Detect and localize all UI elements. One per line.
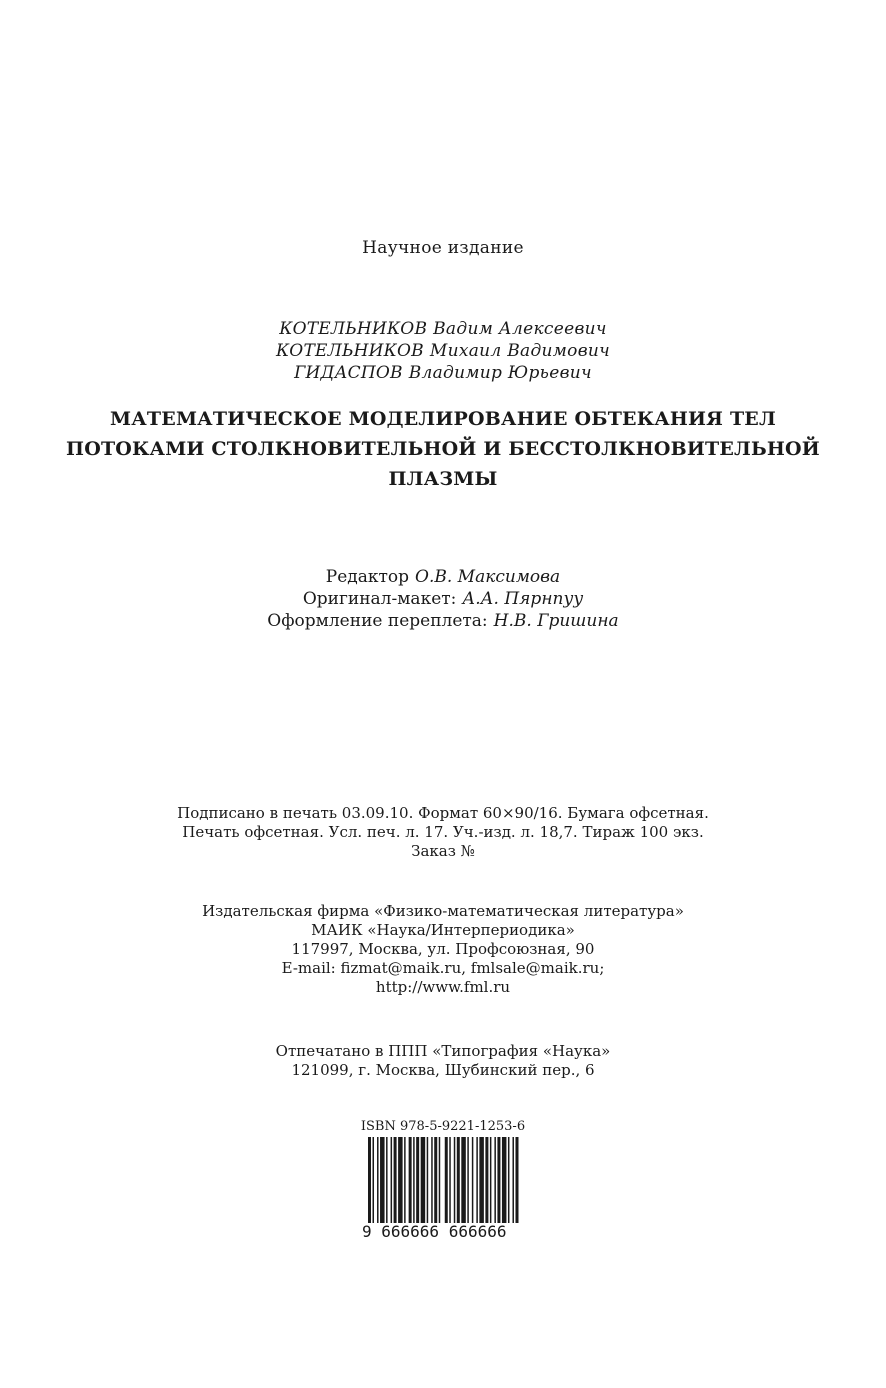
credit-role: Оформление переплета: <box>267 611 488 631</box>
barcode-bar <box>386 1137 388 1223</box>
barcode-bar <box>449 1137 451 1223</box>
barcode-bar <box>413 1137 415 1223</box>
barcode-bar <box>445 1137 448 1229</box>
printer-info <box>0 1042 886 1080</box>
barcode-bar <box>512 1137 514 1229</box>
barcode-bar <box>467 1137 469 1223</box>
barcode-digits: 9 666666 666666 <box>362 1223 522 1241</box>
barcode-bar <box>485 1137 488 1223</box>
barcode-bar <box>373 1137 375 1229</box>
edition-type: Научное издание <box>362 238 524 258</box>
author-given-name: Михаил Вадимович <box>429 341 611 361</box>
barcode-bar <box>439 1137 441 1223</box>
barcode-bar <box>416 1137 419 1223</box>
barcode-bar <box>409 1137 412 1223</box>
print-info <box>0 804 886 861</box>
barcode-bar <box>377 1137 379 1223</box>
barcode-bar <box>472 1137 474 1223</box>
barcode-bar <box>434 1137 437 1223</box>
credit-person: Н.В. Гришина <box>493 611 619 631</box>
credit-role: Редактор <box>325 567 410 587</box>
printer-address: 121099, г. Москва, Шубинский пер., 6 <box>291 1061 595 1079</box>
publisher-address: 117997, Москва, ул. Профсоюзная, 90 <box>291 940 595 958</box>
book-title-line-2: ПОТОКАМИ СТОЛКНОВИТЕЛЬНОЙ И БЕССТОЛКНОВИТЕЛЬНОЙ <box>66 438 820 460</box>
barcode-bar <box>502 1137 507 1223</box>
author-3 <box>0 362 886 384</box>
book-title <box>0 404 886 494</box>
barcode-bar <box>380 1137 385 1223</box>
publisher-imprint: МАИК «Наука/Интерпериодика» <box>311 921 575 939</box>
barcode-bar <box>398 1137 403 1223</box>
author-surname: КОТЕЛЬНИКОВ <box>279 319 428 339</box>
author-surname: ГИДАСПОВ <box>294 363 403 383</box>
credit-editor <box>0 566 886 588</box>
author-2 <box>0 340 886 362</box>
publisher-name: Издательская фирма «Физико-математическая литература» <box>202 902 684 920</box>
barcode-bar <box>479 1137 484 1223</box>
credit-person: А.А. Пярнпуу <box>462 589 584 609</box>
author-surname: КОТЕЛЬНИКОВ <box>275 341 424 361</box>
barcode-bar <box>508 1137 510 1223</box>
barcode-bar <box>490 1137 492 1223</box>
isbn-label: ISBN 978-5-9221-1253-6 <box>360 1119 526 1134</box>
barcode-bar <box>421 1137 426 1223</box>
barcode-bar <box>404 1137 406 1223</box>
barcode-bar <box>394 1137 397 1223</box>
print-info-line: Печать офсетная. Усл. печ. л. 17. Уч.-изд. л. 18,7. Тираж 100 экз. <box>182 823 704 841</box>
barcode-bar <box>431 1137 433 1223</box>
book-title-line-1: МАТЕМАТИЧЕСКОЕ МОДЕЛИРОВАНИЕ ОБТЕКАНИЯ ТЕЛ <box>110 408 776 430</box>
credit-role: Оригинал-макет: <box>302 589 457 609</box>
print-info-order: Заказ № <box>411 842 475 860</box>
barcode-bar <box>476 1137 478 1223</box>
author-given-name: Владимир Юрьевич <box>408 363 592 383</box>
barcode-bar <box>515 1137 518 1229</box>
barcode-bar <box>391 1137 393 1223</box>
author-list <box>0 318 886 384</box>
barcode-bar <box>461 1137 466 1223</box>
author-given-name: Вадим Алексеевич <box>433 319 607 339</box>
barcode-bar <box>454 1137 456 1223</box>
publisher-email: E-mail: fizmat@maik.ru, fmlsale@maik.ru; <box>281 959 605 977</box>
credit-person: О.В. Максимова <box>415 567 561 587</box>
barcode-icon <box>368 1137 520 1229</box>
barcode-bar <box>457 1137 460 1223</box>
publisher-info <box>0 902 886 997</box>
credit-cover-design <box>0 610 886 632</box>
credit-layout <box>0 588 886 610</box>
printer-name: Отпечатано в ППП «Типография «Наука» <box>275 1042 611 1060</box>
barcode-bar <box>427 1137 429 1223</box>
print-info-line: Подписано в печать 03.09.10. Формат 60×90/16. Бумага офсетная. <box>177 804 709 822</box>
book-title-line-3: ПЛАЗМЫ <box>388 468 498 490</box>
barcode-bar <box>494 1137 496 1223</box>
publisher-website: http://www.fml.ru <box>375 978 511 996</box>
barcode-bar <box>368 1137 371 1229</box>
barcode-bar <box>497 1137 500 1223</box>
credits <box>0 566 886 632</box>
author-1 <box>0 318 886 340</box>
